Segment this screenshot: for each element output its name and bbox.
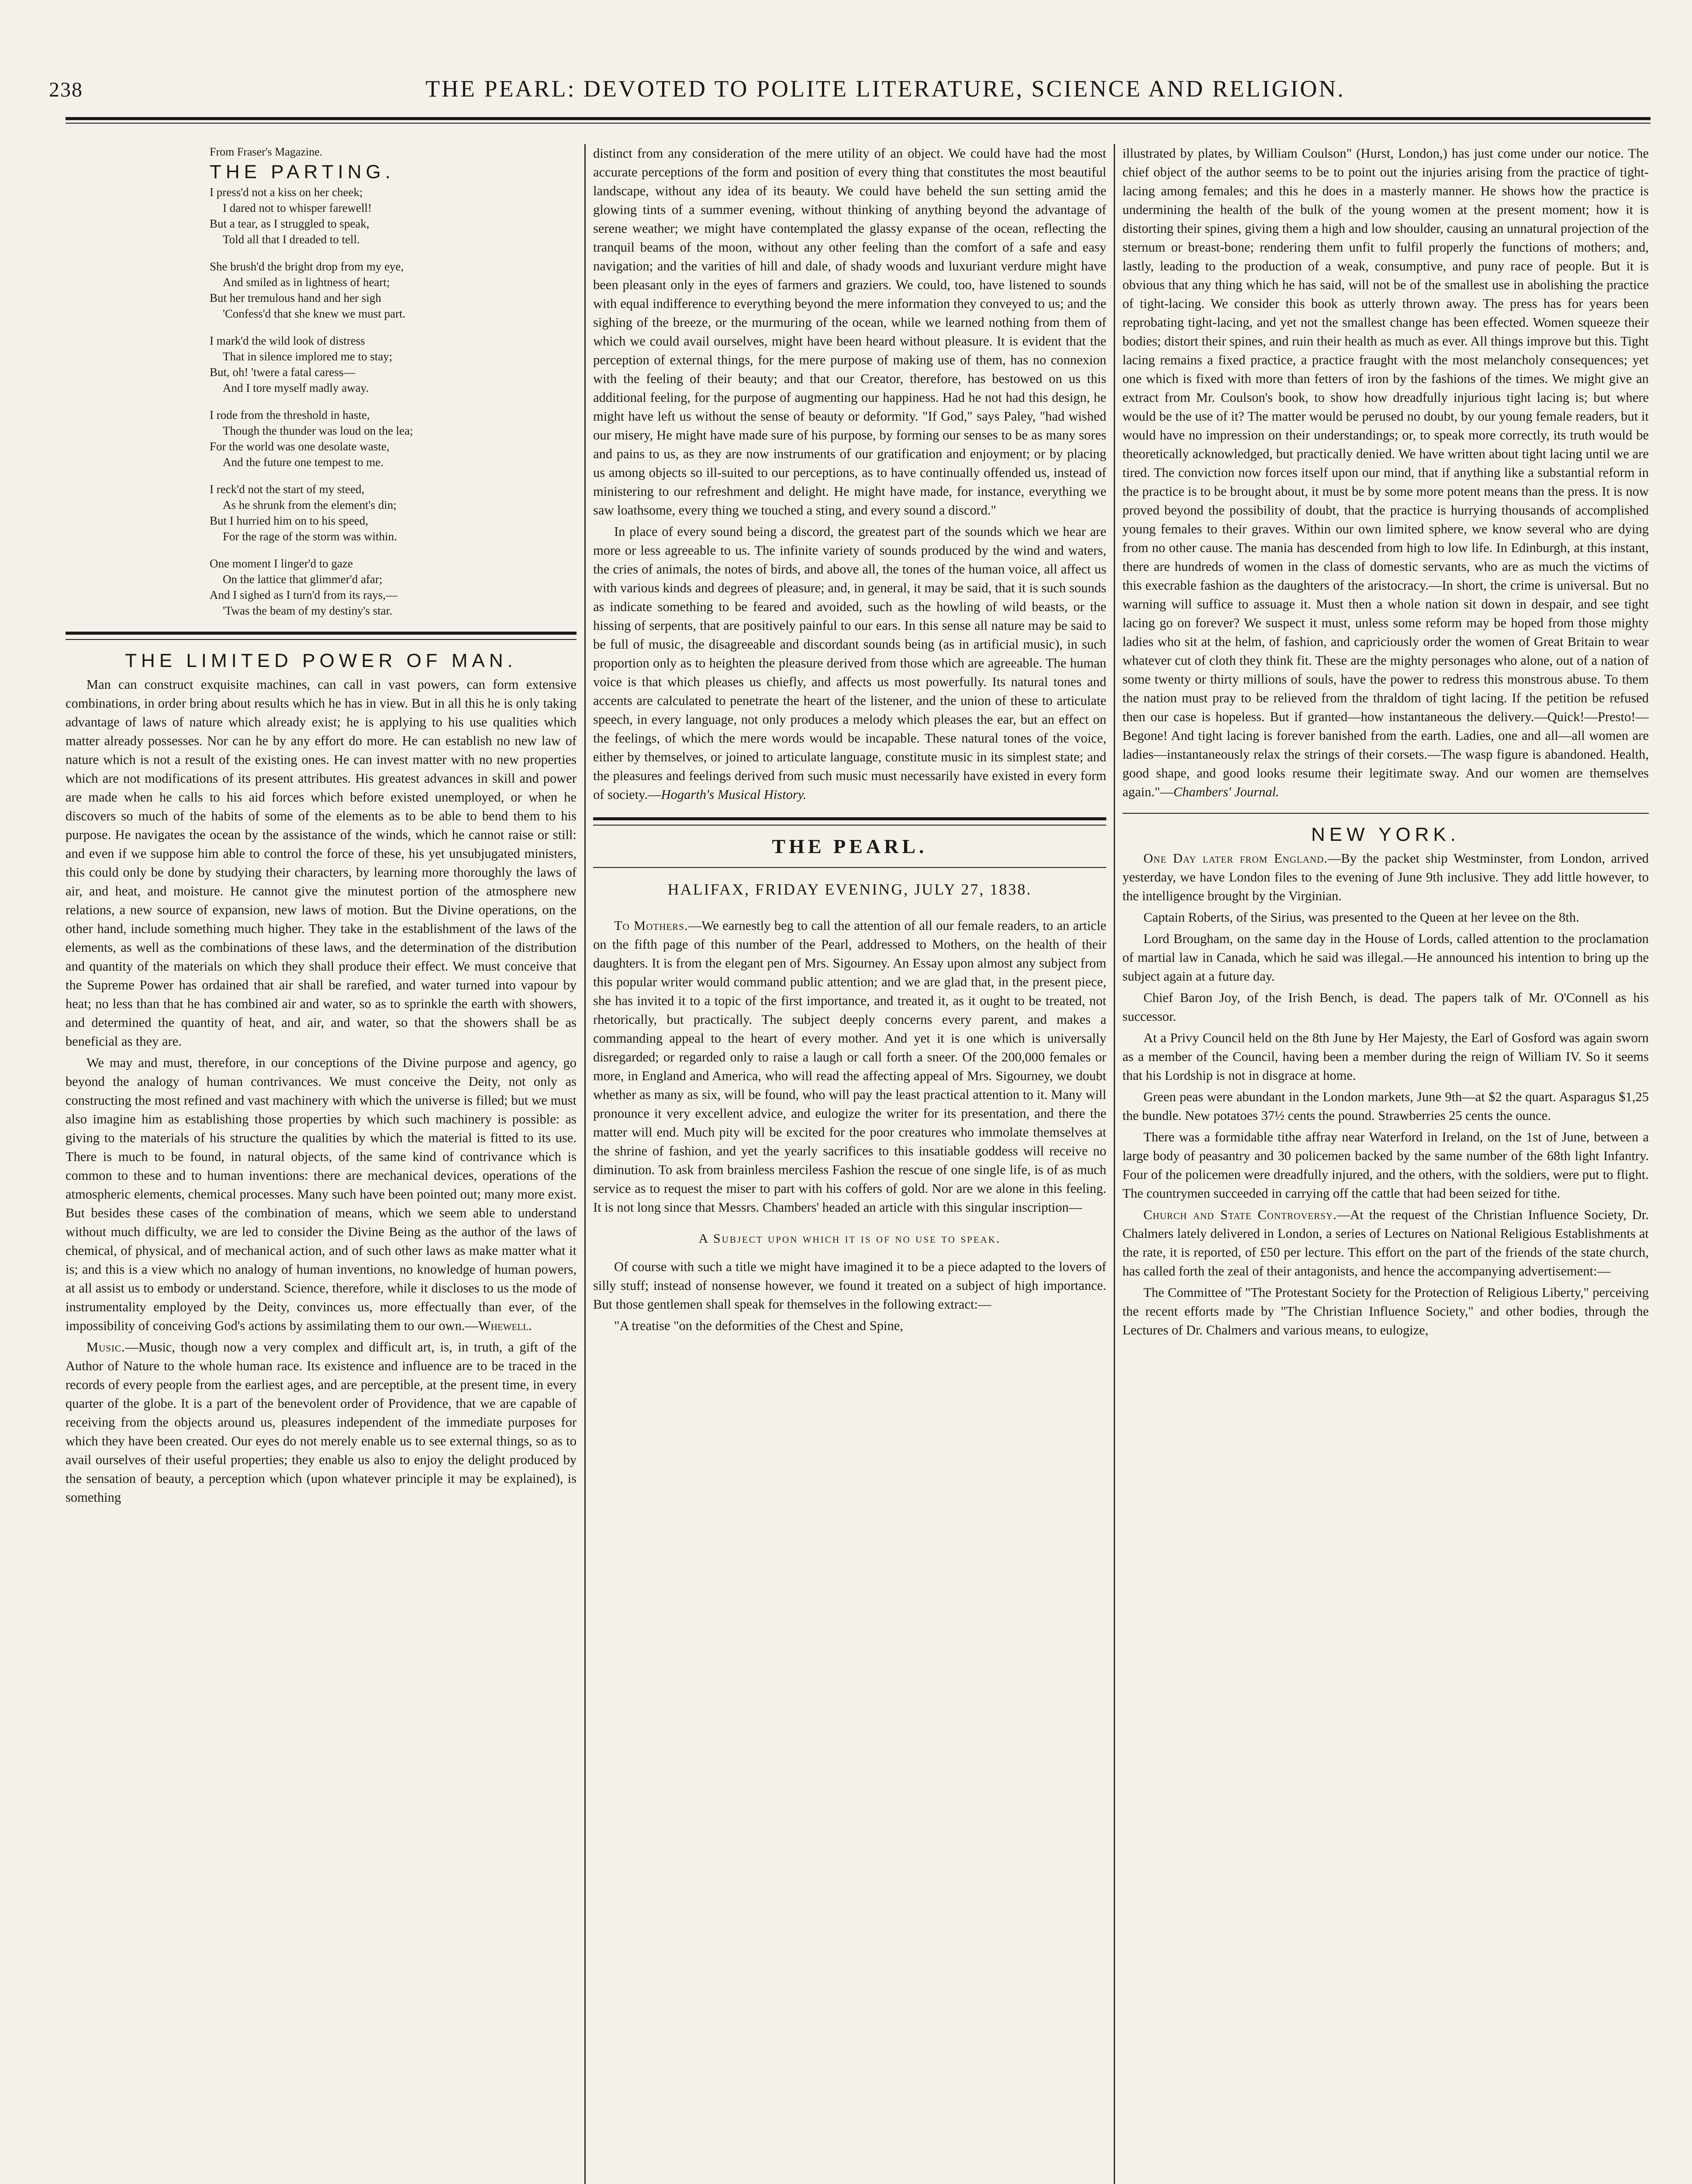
poem-line: 'Confess'd that she knew we must part.	[223, 307, 406, 320]
quote-text: illustrated by plates, by William Coulson" (Hurst, London,) has just come under our notice. The chief object of the author seems to be to point out the injuries arising from the practice of tight-lacing among females; and this he does in a masterly manner. He shows how the practice is undermining the health of the bulk of the young women at the present moment; how it is distorting their spines, giving them a high and low shoulder, causing an unnatural projection of the sternum or breast-bone; rendering them unfit to fulfil properly the functions of mothers; and, lastly, leading to the production of a weak, consumptive, and puny race of people. But it is obvious that any thing which he has said, will not be of the smallest use in abolishing the practice of tight-lacing. We consider this book as utterly thrown away. The press has for years been reprobating tight-lacing, and yet not the smallest change has been effected. Women squeeze their bodies; distort their spines, and ruin their health as much as ever. All things improve but this. Tight lacing remains a fixed practice, a practice fraught with the most melancholy consequences; yet one which is fixed with more than fetters of iron by the fashions of the times. We might give an extract from Mr. Coulson's book, to show how dreadfully injurious tight lacing is; but where would be the use of it? The matter would be perused no doubt, by our young female readers, but it would have no impression on their understandings; or, to speak more correctly, its truth would be theoretically acknowledged, but practically denied. We have written about tight lacing until we are tired. The conviction now forces itself upon our mind, that if anything like a substantial reform in the practice is to be brought about, it must be by some more potent means than the press. It is now proved beyond the possibility of doubt, that the practice is hurrying thousands of accomplished young females to their graves. Within our own limited sphere, we know several who are dying from no other cause. The mania has descended from high to low life. In Edinburgh, at this instant, there are hundreds of women in the class of domestic servants, who are as much the victims of this execrable fashion as the daughters of the aristocracy.—In short, the crime is universal. But no warning will suffice to assuage it. Must then a whole nation sit down in despair, and see tight lacing go on forever? We suspect it must, unless some reform may be hoped from those mighty ladies who sit at the helm, of fashion, and capriciously order the women of Great Britain to wear whatever cut of cloth they think fit. These are the mighty personages who alone, out of a nation of some twenty or thirty millions of souls, have the power to redress this monstrous abuse. To them the nation must pray to be relieved from the thraldom of tight lacing. If the petition be refused then our case is hopeless. But if granted—how instantaneous the delivery.—Quick!—Presto!—Begone! And tight lacing is forever banished from the earth. Ladies, one and all—all women are ladies—instantaneously relax the strings of their corsets.—The wasp figure is abandoned. Health, good shape, and good looks resume their legitimate sway. And our women are themselves again."—	[1122, 146, 1649, 799]
poem-line: I reck'd not the start of my steed,	[210, 483, 365, 496]
poem-line: But her tremulous hand and her sigh	[210, 291, 381, 304]
essay-paragraph: Man can construct exquisite machines, can call in vast powers, can form extensive combinations, in order bring about results which he has in view. But in all this he is only taking advantage of laws of nature which already exist; he is applying to his use qualities which matter already possesses. Nor can he by any effort do more. He can establish no new law of nature which is not a result of the existing ones. He can invest matter with no new properties which are not modifications of its present attributes. His greatest advances in skill and power are made when he calls to his aid forces which before existed unemployed, or when he discovers so much of the habits of some of the elements as to be able to bend them to his purpose. He navigates the ocean by the assistance of the winds, which he cannot raise or still: and even if we suppose him able to control the force of these, his yet unsubjugated ministers, this could only be done by studying their characters, by learning more thoroughly the laws of air, and heat, and moisture. He cannot give the minutest portion of the atmosphere new relations, a new source of expansion, new laws of motion. But the Divine operations, on the other hand, include something much higher. They take in the establishment of the laws of the elements, as well as the combinations of these laws, and the determination of the distribution and quantity of the materials on which they shall produce their effect. We must conceive that the Supreme Power has ordained that air shall be rarefied, and water turned into vapour by heat; no less than that he has combined air and water, so as to sprinkle the earth with showers, and determined the quantity of heat, and air, and water, so that the showers shall be as beneficial as they are.	[66, 677, 577, 1049]
essay-paragraph	[66, 1054, 577, 1335]
news-paragraph: Chief Baron Joy, of the Irish Bench, is dead. The papers talk of Mr. O'Connell as his successor.	[1122, 990, 1649, 1024]
news-paragraph: Captain Roberts, of the Sirius, was presented to the Queen at her levee on the 8th.	[1143, 910, 1579, 925]
poem-line: But, oh! 'twere a fatal caress—	[210, 366, 356, 379]
poem-line: For the world was one desolate waste,	[210, 440, 390, 453]
news-paragraph	[1122, 1206, 1649, 1281]
masthead-rule-thin	[66, 123, 1651, 124]
column-divider	[1114, 144, 1115, 2184]
poem-stanza	[210, 556, 577, 619]
music-paragraph	[593, 522, 1106, 804]
editorial-paragraph: Of course with such a title we might have imagined it to be a piece adapted to the lovers of silly stuff; instead of nonsense however, we found it treated on a subject of high importance. But those gentlemen shall speak for themselves in the following extract:—	[593, 1259, 1106, 1312]
quote-start: "A treatise "on the deformities of the Chest and Spine,	[614, 1318, 903, 1333]
news-lead: Church and State Controversy.	[1143, 1207, 1337, 1222]
column-left	[66, 144, 577, 2184]
poem-line: Told all that I dreaded to tell.	[223, 233, 360, 246]
music-lead: Music.	[86, 1340, 125, 1355]
news-paragraph: At a Privy Council held on the 8th June by Her Majesty, the Earl of Gosford was again sworn as a member of the Council, having been a member during the reign of William IV. So it seems that his Lordship is not in disgrace at home.	[1122, 1030, 1649, 1083]
poem-stanza	[210, 259, 577, 321]
poem-line: But a tear, as I struggled to speak,	[210, 217, 369, 230]
essay-signature: Whewell.	[478, 1318, 532, 1333]
page-number: 238	[49, 78, 83, 101]
news-text: —At the request of the Christian Influence Society, Dr. Chalmers lately delivered in London, a series of Lectures on National Religious Establishments at the rate, it is reported, of £50 per lecture. This effort on the part of the friends of the state church, has called forth the zeal of their antagonists, and hence the accompanying advertisement:—	[1122, 1207, 1649, 1279]
essay-title: THE LIMITED POWER OF MAN.	[125, 650, 517, 671]
news-text: —By the packet ship Westminster, from London, arrived yesterday, we have London files to the evening of June 9th inclusive. They add little however, to the intelligence brought by the Virginian.	[1122, 851, 1649, 903]
music-text: —Music, though now a very complex and difficult art, is, in truth, a gift of the Author of Nature to the whole human race. Its existence and influence are to be traced in the records of every people from the earliest ages, and are perceptible, at the present time, in every quarter of the globe. It is a part of the benevolent order of Providence, that we are capable of receiving from the objects around us, pleasures independent of the immediate purposes for which they have been created. Our eyes do not merely enable us to see external things, so as to avail ourselves of their useful properties; they enable us also to enjoy the delight produced by the sensation of beauty, a perception which (upon whatever principle it may be explained), is something	[66, 1340, 577, 1505]
news-paragraph	[1122, 849, 1649, 905]
poem-line: I dared not to whisper farewell!	[223, 201, 372, 214]
music-paragraph	[66, 1338, 577, 1507]
editorial-lead: To Mothers.	[614, 918, 688, 933]
music-text: In place of every sound being a discord, the greatest part of the sounds which we hear are more or less agreeable to us. The infinite variety of sounds produced by the wind and waters, the cries of animals, the notes of birds, and above all, the tones of the human voice, all affect us with various kinds and degrees of pleasure; and, in general, it may be said, that it is such sounds as indicate something to be feared and avoided, such as the howling of wild beasts, or the hissing of serpents, that are positively painful to our ears. In this sense all nature may be said to be full of music, the disagreeable and discordant sounds being (as in artificial music), in such proportion only as to heighten the pleasure derived from those which are agreeable. The human voice is that which pleases us chiefly, and affects us most powerfully. Its natural tones and accents are calculated to penetrate the heart of the listener, and the union of these to articulate speech, in every language, not only produces a melody which pleases the ear, but an effect on the feelings, of which the mere words would be incapable. These natural tones of the voice, either by themselves, or joined to articulate language, constitute music in its simplest state; and the pleasures and feelings derived from such music must necessarily have existed in every form of society.—	[593, 524, 1106, 802]
poem-source: From Fraser's Magazine.	[210, 145, 323, 158]
news-paragraph: There was a formidable tithe affray near Waterford in Ireland, on the 1st of June, between a large body of peasantry and 30 policemen backed by the same number of the 68th light Infantry. Four of the policemen were dreadfully injured, and the others, with the soldiers, were put to flight. The countrymen succeeded in carrying off the cattle that had been seized for tithe.	[1122, 1130, 1649, 1201]
news-paragraph: Lord Brougham, on the same day in the House of Lords, called attention to the proclamation of martial law in Canada, which he said was illegal.—He announced his intention to bring up the subject again at a future day.	[1122, 931, 1649, 984]
editorial-paragraph	[593, 916, 1106, 1217]
music-continued: distinct from any consideration of the mere utility of an object. We could have had the most accurate perceptions of the form and position of every thing that constitutes the most beautiful landscape, without any idea of its beauty. We could have beheld the sun setting amid the glowing tints of a summer evening, without thinking of anything beyond the advantage of serene weather; we might have contemplated the glassy expanse of the ocean, reflecting the tranquil beams of the moon, without any other feeling than the comfort of a safe and easy navigation; and the varities of hill and dale, of shady woods and luxuriant verdure might have been pleasant only in the eyes of farmers and graziers. We could, too, have listened to sounds with equal indifference to everything beyond the mere information they conveyed to us; and the sighing of the breeze, or the murmuring of the ocean, while we learned nothing from them of which we could avail ourselves, might have been heard without pleasure. It is evident that the perception of external things, for the mere purpose of making use of them, has no connexion with the feeling of their beauty; and that our Creator, therefore, has bestowed on us this additional feeling, for the purpose of augmenting our happiness. Had he not had this design, he might have left us without the sense of beauty or deformity. "If God," says Paley, "had wished our misery, He might have made sure of his purpose, by forming our senses to be as many sores and pains to us, as they are now instruments of our gratification and enjoyment; or by placing us among objects so ill-suited to our perceptions, as to have continually offended us, instead of ministering to our refreshment and delight. He might have made, for instance, everything we saw loathsome, every thing we touched a sting, and every sound a discord."	[593, 146, 1106, 518]
section-separator	[593, 817, 1106, 826]
poem-line: And I tore myself madly away.	[223, 381, 369, 394]
column-divider	[584, 144, 586, 2184]
news-paragraph: Green peas were abundant in the London markets, June 9th—at $2 the quart. Asparagus $1,25 the bundle. New potatoes 37½ cents the pound. Strawberries 25 cents the ounce.	[1122, 1089, 1649, 1123]
poem-line: As he shrunk from the element's din;	[223, 498, 397, 511]
poem-stanza	[210, 407, 577, 470]
column-right	[1122, 144, 1649, 2184]
dateline: HALIFAX, FRIDAY EVENING, JULY 27, 1838.	[667, 881, 1032, 898]
masthead-rule	[66, 117, 1651, 120]
poem-line: Though the thunder was loud on the lea;	[223, 424, 413, 437]
separator-rule	[593, 867, 1106, 868]
poem-line: And the future one tempest to me.	[223, 456, 384, 469]
news-lead: One Day later from England.	[1143, 851, 1328, 866]
poem-line: For the rage of the storm was within.	[223, 530, 397, 543]
section-separator	[66, 632, 577, 640]
editorial-text: —We earnestly beg to call the attention of all our female readers, to an article on the fifth page of this number of the Pearl, addressed to Mothers, on the health of their daughters. It is from the elegant pen of Mrs. Sigourney. An Essay upon almost any subject from this popular writer would command public attention; and we are glad that, in the present piece, she has invited it to a topic of the first importance, and treated it, as it ought to be treated, not rhetorically, but practically. The subject deeply concerns every parent, and makes a commanding appeal to the heart of every mother. And yet it is one which is universally disregarded; or regarded only to raise a laugh or call forth a sneer. Of the 200,000 females or more, in England and America, who will read the affecting appeal of Mrs. Sigourney, we doubt whether as many as six, will be found, who will pay the least practical attention to it. Many will pronounce it very excellent advice, and eulogize the writer for its presentation, and there the matter will end. Much pity will be excited for the poor creatures who immolate themselves at the shrine of fashion, and yet the yearly sacrifices to this insatiable goddess will receive no diminution. To ask from brainless merciless Fashion the rescue of one single life, is of as much service as to request the miser to part with his coffers of gold. Nor are we alone in this feeling. It is not long since that Messrs. Chambers' headed an article with this singular inscription—	[593, 918, 1106, 1215]
subject-heading: A Subject upon which it is of no use to speak.	[698, 1231, 1001, 1246]
music-source: Hogarth's Musical History.	[661, 787, 807, 802]
poem-line: And smiled as in lightness of heart;	[223, 276, 390, 289]
poem-line: I rode from the threshold in haste,	[210, 408, 370, 422]
poem-stanza	[210, 184, 577, 247]
poem-line: And I sighed as I turn'd from its rays,—	[210, 588, 398, 601]
poem	[66, 144, 577, 619]
poem-line: I press'd not a kiss on her cheek;	[210, 186, 363, 199]
quote-source: Chambers' Journal.	[1173, 784, 1279, 799]
poem-line: 'Twas the beam of my destiny's star.	[223, 604, 393, 617]
poem-line: She brush'd the bright drop from my eye,	[210, 260, 404, 273]
poem-stanza	[210, 333, 577, 396]
separator-rule	[1122, 813, 1649, 814]
masthead: THE PEARL: DEVOTED TO POLITE LITERATURE, SCIENCE AND RELIGION.	[425, 76, 1345, 102]
essay-text: We may and must, therefore, in our conceptions of the Divine purpose and agency, go beyond the analogy of human contrivances. We must conceive the Deity, not only as constructing the most refined and vast machinery with which the universe is filled; but we must also imagine him as establishing those properties by which such machinery is possible: as giving to the materials of his structure the qualities by which the material is fitted to its use. There is much to be found, in natural objects, of the same kind of contrivance which is common to these and to human inventions: there are mechanical devices, operations of the atmospheric elements, chemical processes. Many such have been pointed out; many more exist. But besides these cases of the combination of means, which we seem able to understand without much difficulty, we are led to consider the Divine Being as the author of the laws of chemical, of physical, and of mechanical action, and of such other laws as make matter what it is; and this is a view which no analogy of human inventions, no knowledge of human powers, at all assist us to embody or understand. Science, therefore, while it discloses to us the mode of instrumentality employed by the Deity, convinces us, more effectually than ever, of the impossibility of conceiving God's actions by assimilating them to our own.—	[66, 1055, 577, 1333]
quote-continued	[1122, 144, 1649, 802]
news-title: NEW YORK.	[1311, 824, 1460, 845]
column-middle	[593, 144, 1106, 2184]
poem-stanza	[210, 481, 577, 544]
poem-line: That in silence implored me to stay;	[223, 350, 393, 363]
paper-name: THE PEARL.	[772, 835, 928, 857]
news-paragraph: The Committee of "The Protestant Society for the Protection of Religious Liberty," perceiving the recent efforts made by "The Christian Influence Society," and other bodies, through the Lectures of Dr. Chalmers and various means, to eulogize,	[1122, 1285, 1649, 1337]
poem-line: One moment I linger'd to gaze	[210, 557, 353, 570]
poem-title: THE PARTING.	[210, 161, 395, 183]
poem-line: I mark'd the wild look of distress	[210, 334, 365, 347]
poem-line: On the lattice that glimmer'd afar;	[223, 573, 383, 586]
poem-line: But I hurried him on to his speed,	[210, 514, 368, 527]
